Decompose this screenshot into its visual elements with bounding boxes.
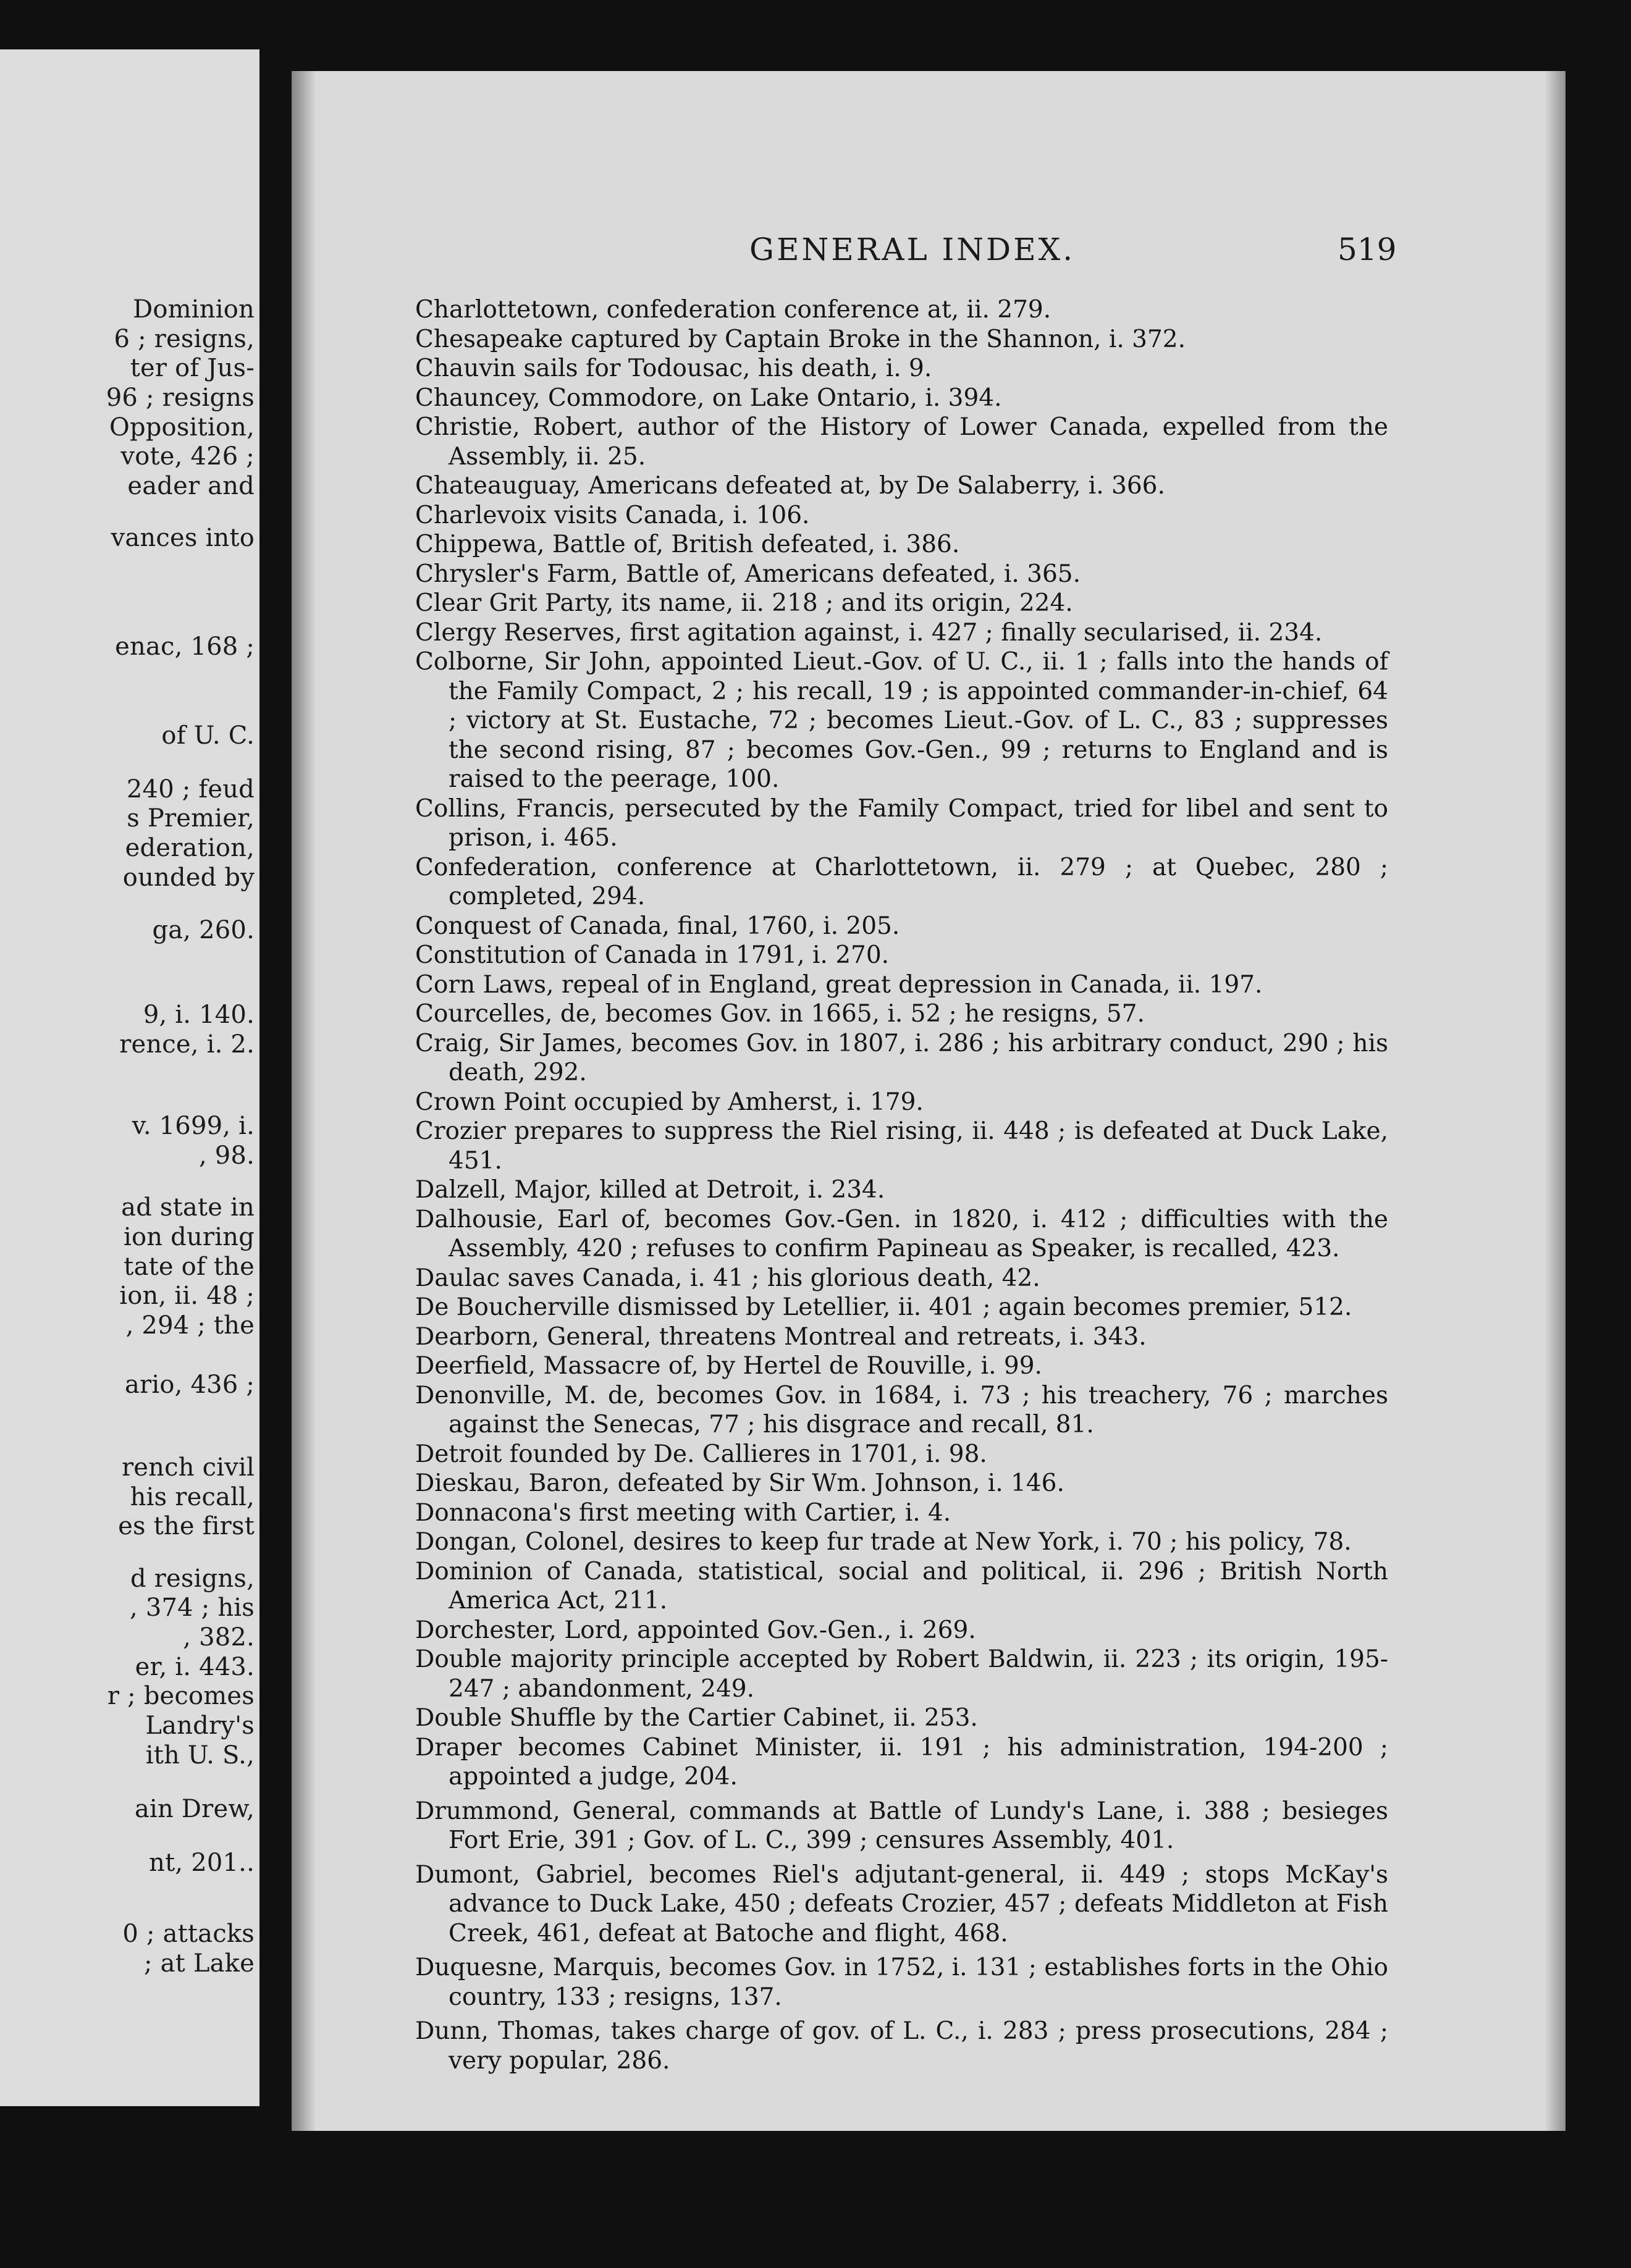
left-page-fragment: Landry's: [145, 1712, 255, 1740]
left-page-fragment: s Premier,: [127, 804, 255, 833]
left-page-fragment: ion during: [124, 1223, 255, 1251]
left-page-fragment: ain Drew,: [135, 1795, 255, 1823]
index-entry: Dieskau, Baron, defeated by Sir Wm. Johnson, i. 146.: [415, 1469, 1064, 1497]
index-entry: Christie, Robert, author of the History of Lower Canada, expelled from the Assembly, ii. 25.: [415, 413, 1388, 471]
left-page-fragment: ad state in: [121, 1193, 255, 1222]
left-page-fragment: v. 1699, i.: [132, 1112, 255, 1140]
gutter-shadow: [292, 71, 316, 2131]
index-entry: Clear Grit Party, its name, ii. 218 ; and its origin, 224.: [415, 589, 1073, 617]
left-page-fragment: eader and: [127, 472, 255, 500]
left-page-fragment: 0 ; attacks: [122, 1920, 255, 1948]
left-page-fragment: enac, 168 ;: [115, 632, 255, 661]
left-page-fragment: ter of Jus-: [130, 354, 255, 382]
left-page-fragment: ith U. S.,: [145, 1741, 255, 1770]
index-entry: Chrysler's Farm, Battle of, Americans defeated, i. 365.: [415, 560, 1081, 588]
left-page-fragment: vote, 426 ;: [120, 442, 255, 471]
left-page-fragment: nt, 201..: [149, 1849, 255, 1877]
left-page-fragment: Dominion: [133, 295, 255, 324]
left-page-fragment: rence, i. 2.: [119, 1030, 255, 1059]
left-page-fragment: d resigns,: [130, 1564, 255, 1593]
index-entry: Drummond, General, commands at Battle of Lundy's Lane, i. 388 ; besieges Fort Erie, 391 ; Gov. of L. C., 399 ; censures Assembly, 401.: [415, 1797, 1388, 1854]
index-entry: Chesapeake captured by Captain Broke in the Shannon, i. 372.: [415, 325, 1186, 353]
left-page-fragment: , 382.: [183, 1623, 255, 1652]
index-entry: Chateauguay, Americans defeated at, by De Salaberry, i. 366.: [415, 472, 1165, 500]
page-number: 519: [1338, 232, 1397, 267]
left-page-fragment: r ; becomes: [107, 1682, 255, 1710]
index-entry: Clergy Reserves, first agitation against, i. 427 ; finally secularised, ii. 234.: [415, 618, 1323, 647]
index-entry: Crozier prepares to suppress the Riel rising, ii. 448 ; is defeated at Duck Lake, 451.: [415, 1117, 1388, 1175]
left-page-fragment: 240 ; feud: [126, 775, 255, 804]
index-entry: Daulac saves Canada, i. 41 ; his glorious death, 42.: [415, 1264, 1040, 1292]
index-entry: Craig, Sir James, becomes Gov. in 1807, i. 286 ; his arbitrary conduct, 290 ; his death, 292.: [415, 1029, 1388, 1086]
index-entry: Double majority principle accepted by Robert Baldwin, ii. 223 ; its origin, 195-247 ; abandonment, 249.: [415, 1645, 1388, 1703]
left-page-fragment: 9, i. 140.: [143, 1001, 255, 1029]
left-page-fragment: , 294 ; the: [125, 1311, 255, 1340]
index-entry: Donnacona's first meeting with Cartier, i. 4.: [415, 1498, 951, 1527]
left-page-fragment: of U. C.: [161, 721, 255, 750]
index-entry: Dominion of Canada, statistical, social and political, ii. 296 ; British North America Act, 211.: [415, 1557, 1388, 1615]
left-page-fragment: his recall,: [130, 1483, 255, 1511]
index-entry: Denonville, M. de, becomes Gov. in 1684, i. 73 ; his treachery, 76 ; marches against the Senecas, 77 ; his disgrace and recall, 81.: [415, 1381, 1388, 1438]
index-entry: Dalhousie, Earl of, becomes Gov.-Gen. in 1820, i. 412 ; difficulties with the Assembly, 420 ; refuses to confirm Papineau as Speaker, is recalled, 423.: [415, 1205, 1388, 1262]
index-entry: Courcelles, de, becomes Gov. in 1665, i. 52 ; he resigns, 57.: [415, 1000, 1145, 1028]
index-entry: Draper becomes Cabinet Minister, ii. 191 ; his administration, 194-200 ; appointed a judge, 204.: [415, 1733, 1388, 1791]
index-entry: Collins, Francis, persecuted by the Family Compact, tried for libel and sent to prison, i. 465.: [415, 794, 1388, 852]
index-entry: Dalzell, Major, killed at Detroit, i. 234.: [415, 1176, 885, 1204]
left-page-fragment: ario, 436 ;: [124, 1371, 255, 1399]
left-page-fragment: 6 ; resigns,: [114, 325, 255, 353]
left-page-fragment: rench civil: [121, 1453, 255, 1482]
index-entry: Double Shuffle by the Cartier Cabinet, ii. 253.: [415, 1704, 978, 1732]
index-entry: Chauncey, Commodore, on Lake Ontario, i. 394.: [415, 384, 1002, 412]
left-page-fragment: ederation,: [125, 834, 255, 862]
left-page-fragment: ounded by: [122, 863, 255, 892]
index-entry: Charlottetown, confederation conference at, ii. 279.: [415, 296, 1052, 324]
page-edge-shadow: [1545, 71, 1566, 2131]
index-body: [415, 295, 1388, 2075]
index-entry: Duquesne, Marquis, becomes Gov. in 1752, i. 131 ; establishes forts in the Ohio country, 133 ; resigns, 137.: [415, 1954, 1388, 2011]
index-entry: Charlevoix visits Canada, i. 106.: [415, 501, 810, 529]
index-entry: Deerfield, Massacre of, by Hertel de Rouville, i. 99.: [415, 1352, 1042, 1380]
index-entry: Conquest of Canada, final, 1760, i. 205.: [415, 912, 900, 940]
left-page: [0, 49, 259, 2106]
left-page-fragment: Opposition,: [109, 413, 255, 442]
index-entry: Dunn, Thomas, takes charge of gov. of L. C., i. 283 ; press prosecutions, 284 ; very popular, 286.: [415, 2017, 1388, 2075]
index-entry: Chauvin sails for Todousac, his death, i. 9.: [415, 355, 932, 382]
running-head: GENERAL INDEX.: [749, 232, 1076, 267]
left-page-fragment: es the first: [118, 1512, 255, 1540]
left-page-fragment: ion, ii. 48 ;: [119, 1282, 255, 1310]
left-page-fragment: vances into: [111, 524, 255, 552]
index-entry: Corn Laws, repeal of in England, great depression in Canada, ii. 197.: [415, 970, 1263, 999]
index-entry: Constitution of Canada in 1791, i. 270.: [415, 941, 890, 969]
left-page-fragment: , 98.: [198, 1141, 255, 1170]
index-entry: Dongan, Colonel, desires to keep fur trade at New York, i. 70 ; his policy, 78.: [415, 1528, 1352, 1556]
index-entry: De Boucherville dismissed by Letellier, ii. 401 ; again becomes premier, 512.: [415, 1293, 1352, 1321]
index-entry: Colborne, Sir John, appointed Lieut.-Gov. of U. C., ii. 1 ; falls into the hands of the Family Compact, 2 ; his recall, 19 ; is appointed commander-in-chief, 64 ; victory at St. Eustache, 72 ; becomes Lieut.-Gov. of L. C., 83 ; suppresses the second rising, 87 ; becomes Gov.-Gen., 99 ; returns to England and is raised to the peerage, 100.: [415, 648, 1388, 793]
index-entry: Dumont, Gabriel, becomes Riel's adjutant-general, ii. 449 ; stops McKay's advance to Duck Lake, 450 ; defeats Crozier, 457 ; defeats Middleton at Fish Creek, 461, defeat at Batoche and flight, 468.: [415, 1860, 1388, 1947]
index-entry: Detroit founded by De. Callieres in 1701, i. 98.: [415, 1440, 987, 1468]
index-entry: Dorchester, Lord, appointed Gov.-Gen., i. 269.: [415, 1616, 976, 1644]
left-page-fragment: ; at Lake: [144, 1949, 255, 1978]
left-page-fragment: , 374 ; his: [130, 1594, 255, 1622]
left-page-fragment: er, i. 443.: [135, 1653, 255, 1681]
left-page-fragment: ga, 260.: [152, 916, 255, 944]
left-page-fragment: 96 ; resigns: [106, 384, 255, 412]
index-entry: Confederation, conference at Charlottetown, ii. 279 ; at Quebec, 280 ; completed, 294.: [415, 853, 1388, 910]
left-page-fragment: tate of the: [124, 1253, 255, 1281]
index-entry: Dearborn, General, threatens Montreal and retreats, i. 343.: [415, 1322, 1147, 1351]
index-entry: Chippewa, Battle of, British defeated, i. 386.: [415, 531, 960, 558]
index-entry: Crown Point occupied by Amherst, i. 179.: [415, 1088, 924, 1116]
